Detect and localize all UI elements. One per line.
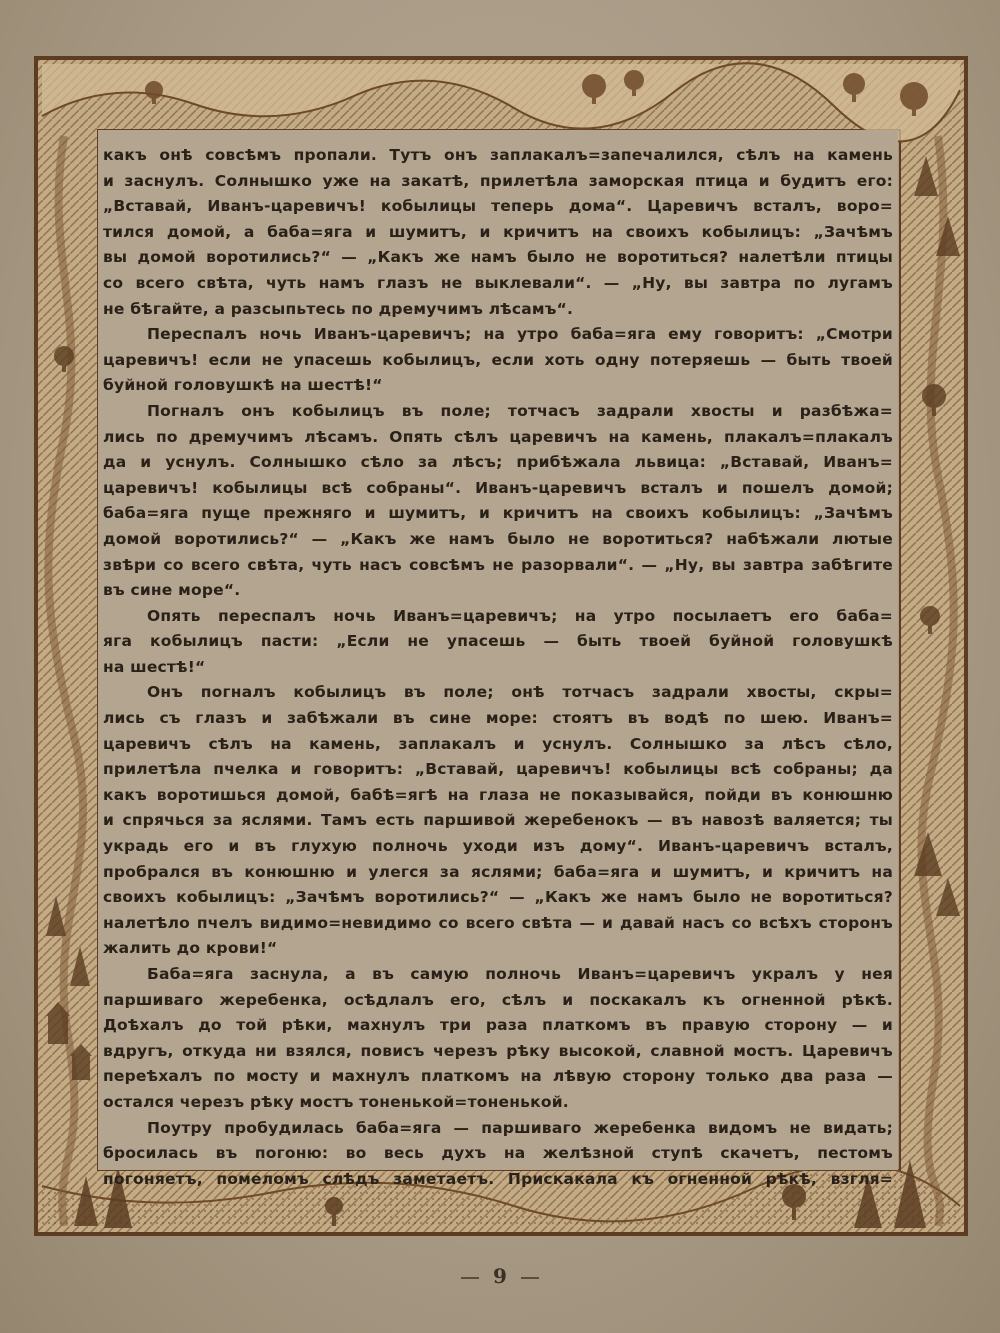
text-line: и спрячься за яслями. Тамъ есть паршивой жеребенокъ — въ навозѣ валяется; ты [103, 811, 893, 830]
story-text [103, 143, 893, 1192]
text-line: Поутру пробудилась баба=яга — паршиваго жеребенка видомъ не видать; [147, 1118, 893, 1137]
text-line: Переспалъ ночь Иванъ-царевичъ; на утро баба=яга ему говоритъ: „Смотри [147, 325, 893, 344]
text-line: налетѣло пчелъ видимо=невидимо со всего свѣта — и давай насъ со всѣхъ сторонъ [103, 913, 893, 932]
text-line: да и уснулъ. Солнышко сѣло за лѣсъ; прибѣжала львица: „Вставай, Иванъ= [103, 453, 893, 472]
text-line: лись съ глазъ и забѣжали въ сине море: стоятъ въ водѣ по шею. Иванъ= [103, 709, 893, 728]
text-line: своихъ кобылицъ: „Зачѣмъ воротились?“ — „Какъ же намъ было не воротиться? [103, 888, 893, 907]
text-line: украдь его и въ глухую полночь уходи изъ дому“. Иванъ-царевичъ всталъ, [103, 837, 893, 856]
text-line: бросилась въ погоню: во весь духъ на желѣзной ступѣ скачетъ, пестомъ [103, 1144, 893, 1163]
page-number [0, 1264, 1000, 1288]
text-line: переѣхалъ по мосту и махнулъ платкомъ на лѣвую сторону только два раза — [103, 1067, 893, 1086]
text-line: царевичъ! кобылицы всѣ собраны“. Иванъ-царевичъ всталъ и пошелъ домой; [103, 478, 893, 497]
text-line: Погналъ онъ кобылицъ въ поле; тотчасъ задрали хвосты и разбѣжа= [147, 401, 893, 420]
text-line: домой воротились?“ — „Какъ же намъ было не воротиться? набѣжали лютые [103, 529, 893, 548]
text-line: яга кобылицъ пасти: „Если не упасешь — быть твоей буйной головушкѣ [103, 632, 893, 651]
text-line: звѣри со всего свѣта, чуть насъ совсѣмъ не разорвали“. — „Ну, вы завтра забѣгите [103, 555, 893, 574]
text-line: какъ онѣ совсѣмъ пропали. Тутъ онъ заплакалъ=запечалился, сѣлъ на камень [103, 146, 893, 164]
text-line: какъ воротишься домой, бабѣ=ягѣ на глаза не показывайся, пойди въ конюшню [103, 785, 893, 804]
text-line: буйной головушкѣ на шестѣ!“ [103, 376, 383, 395]
text-line: лись по дремучимъ лѣсамъ. Опять сѣлъ царевичъ на камень, плакалъ=плакалъ [103, 427, 893, 446]
text-line: въ сине море“. [103, 581, 241, 600]
text-line: на шестѣ!“ [103, 657, 206, 676]
text-line: вдругъ, откуда ни взялся, повисъ черезъ рѣку высокой, славной мостъ. Царевичъ [103, 1041, 893, 1060]
text-line: Баба=яга заснула, а въ самую полночь Иванъ=царевичъ укралъ у нея [147, 965, 893, 983]
text-line: Опять переспалъ ночь Иванъ=царевичъ; на утро посылаетъ его баба= [147, 606, 893, 625]
text-line: Доѣхалъ до той рѣки, махнулъ три раза платкомъ въ правую сторону — и [103, 1016, 893, 1035]
text-line: царевичъ! если не упасешь кобылицъ, если хоть одну потеряешь — быть твоей [103, 350, 893, 369]
text-line: жалить до крови!“ [103, 939, 278, 958]
text-line: Онъ погналъ кобылицъ въ поле; онѣ тотчасъ задрали хвосты, скры= [147, 683, 893, 702]
text-line: и заснулъ. Солнышко уже на закатѣ, прилетѣла заморская птица и будитъ его: [103, 171, 893, 190]
text-line: со всего свѣта, чуть намъ глазъ не выклевали“. — „Ну, вы завтра по лугамъ [103, 273, 893, 292]
text-line: прилетѣла пчелка и говоритъ: „Вставай, царевичъ! кобылицы всѣ собраны; да [103, 760, 893, 779]
text-line: паршиваго жеребенка, осѣдлалъ его, сѣлъ и поскакалъ къ огненной рѣкѣ. [103, 990, 893, 1009]
text-line: „Вставай, Иванъ-царевичъ! кобылицы теперь дома“. Царевичъ всталъ, воро= [103, 197, 893, 216]
text-line: остался черезъ рѣку мостъ тоненькой=тоненькой. [103, 1092, 569, 1111]
text-line: пробрался въ конюшню и улегся за яслями; баба=яга и шумитъ, и кричитъ на [103, 862, 893, 881]
text-line: тился домой, а баба=яга и шумитъ, и кричитъ на своихъ кобылицъ: „Зачѣмъ [103, 222, 893, 241]
text-line: вы домой воротились?“ — „Какъ же намъ было не воротиться? налетѣли птицы [103, 248, 893, 267]
text-line: погоняетъ, помеломъ слѣдъ заметаетъ. Прискакала къ огненной рѣкѣ, взгля= [103, 1169, 893, 1188]
dash-right [521, 1277, 539, 1279]
page-number-value: 9 [493, 1264, 507, 1288]
dash-left [461, 1277, 479, 1279]
text-line: баба=яга пуще прежняго и шумитъ, и кричитъ на своихъ кобылицъ: „Зачѣмъ [103, 504, 893, 523]
text-line: не бѣгайте, а разсыпьтесь по дремучимъ лѣсамъ“. [103, 299, 574, 318]
text-line: царевичъ сѣлъ на камень, заплакалъ и уснулъ. Солнышко за лѣсъ сѣло, [103, 734, 893, 753]
